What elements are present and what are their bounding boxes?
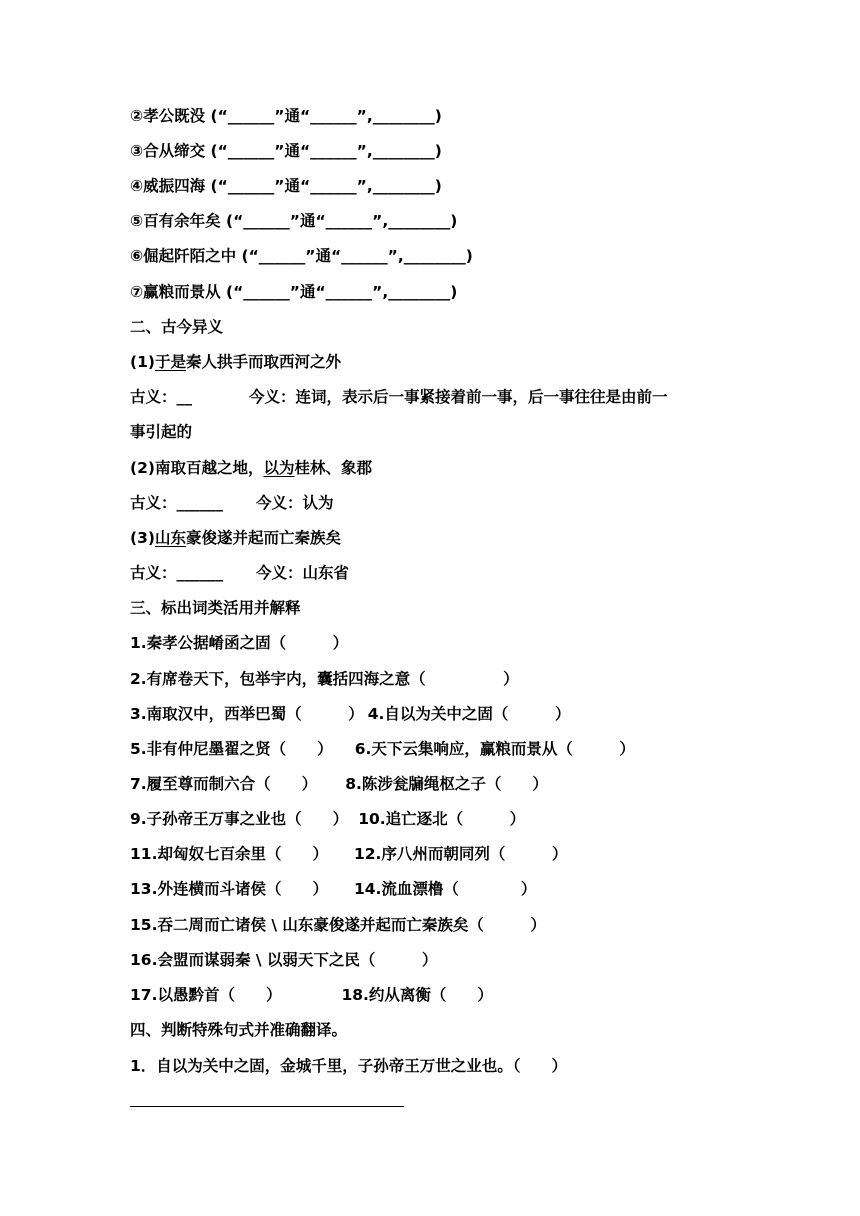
item-number: (1) (130, 353, 155, 371)
section-heading: 二、古今异义 (130, 318, 224, 336)
modern-meaning: 今义：山东省 (256, 564, 350, 582)
exercise-line: 15.吞二周而亡诸侯 \ 山东豪俊遂并起而亡秦族矣（ ） (130, 916, 546, 934)
exercise-line: 3.南取汉中，西举巴蜀（ ） 4.自以为关中之固（ ） (130, 705, 571, 723)
gujin-item-2 (130, 457, 372, 479)
modern-meaning-cont: 事引起的 (130, 423, 193, 441)
tongjia-item: ③合从缔交 (“______”通“______”,________) (130, 142, 442, 160)
tongjia-item: ⑥倔起阡陌之中 (“______”通“______”,________) (130, 247, 473, 265)
sentence-rest: 秦人拱手而取西河之外 (185, 353, 341, 371)
modern-meaning: 今义：认为 (256, 494, 334, 512)
gujin-meaning-row (130, 562, 349, 584)
sentence-rest: 桂林、象郡 (294, 459, 372, 477)
exercise-line: 17.以愚黔首（ ） 18.约从离衡（ ） (130, 986, 493, 1004)
gujin-item-1 (130, 351, 341, 373)
exercise-line: 11.却匈奴七百余里（ ） 12.序八州而朝同列（ ） (130, 845, 568, 863)
target-word: 以为 (263, 459, 295, 477)
exercise-line: 9.子孙帝王万事之业也（ ） 10.追亡逐北（ ） (130, 810, 526, 828)
item-number: (3) (130, 529, 155, 547)
section-heading: 三、标出词类活用并解释 (130, 599, 301, 617)
modern-meaning: 今义：连词，表示后一事紧接着前一事，后一事往往是由前一 (249, 388, 668, 406)
section-heading: 四、判断特殊句式并准确翻译。 (130, 1021, 348, 1039)
gujin-meaning-row (130, 492, 334, 514)
exercise-line: 16.会盟而谋弱秦 \ 以弱天下之民（ ） (130, 951, 438, 969)
sentence-rest: 豪俊遂并起而亡秦族矣 (185, 529, 341, 547)
answer-line (130, 1106, 404, 1107)
ancient-meaning: 古义：______ (130, 564, 224, 582)
exercise-line: 1.秦孝公据崤函之固（ ） (130, 634, 349, 652)
tongjia-item: ⑦赢粮而景从 (“______”通“______”,________) (130, 283, 458, 301)
exercise-line: 1．自以为关中之固，金城千里，子孙帝王万世之业也。（ ） (130, 1057, 568, 1075)
gujin-item-3 (130, 527, 341, 549)
tongjia-item: ②孝公既没 (“______”通“______”,________) (130, 107, 442, 125)
exercise-line: 2.有席卷天下，包举宇内，囊括四海之意（ ） (130, 670, 519, 688)
tongjia-item: ⑤百有余年矣 (“______”通“______”,________) (130, 212, 458, 230)
exercise-line: 5.非有仲尼墨翟之贤（ ） 6.天下云集响应，赢粮而景从（ ） (130, 740, 635, 758)
target-word: 山东 (154, 529, 186, 547)
sentence-pre: (2)南取百越之地， (130, 459, 264, 477)
exercise-line: 13.外连横而斗诸侯（ ） 14.流血漂橹（ ） (130, 880, 537, 898)
exercise-line: 7.履至尊而制六合（ ） 8.陈涉瓮牖绳枢之子（ ） (130, 775, 548, 793)
gujin-meaning-row (130, 386, 668, 408)
ancient-meaning: 古义：__ (130, 388, 193, 406)
target-word: 于是 (154, 353, 186, 371)
ancient-meaning: 古义：______ (130, 494, 224, 512)
tongjia-item: ④威振四海 (“______”通“______”,________) (130, 177, 442, 195)
